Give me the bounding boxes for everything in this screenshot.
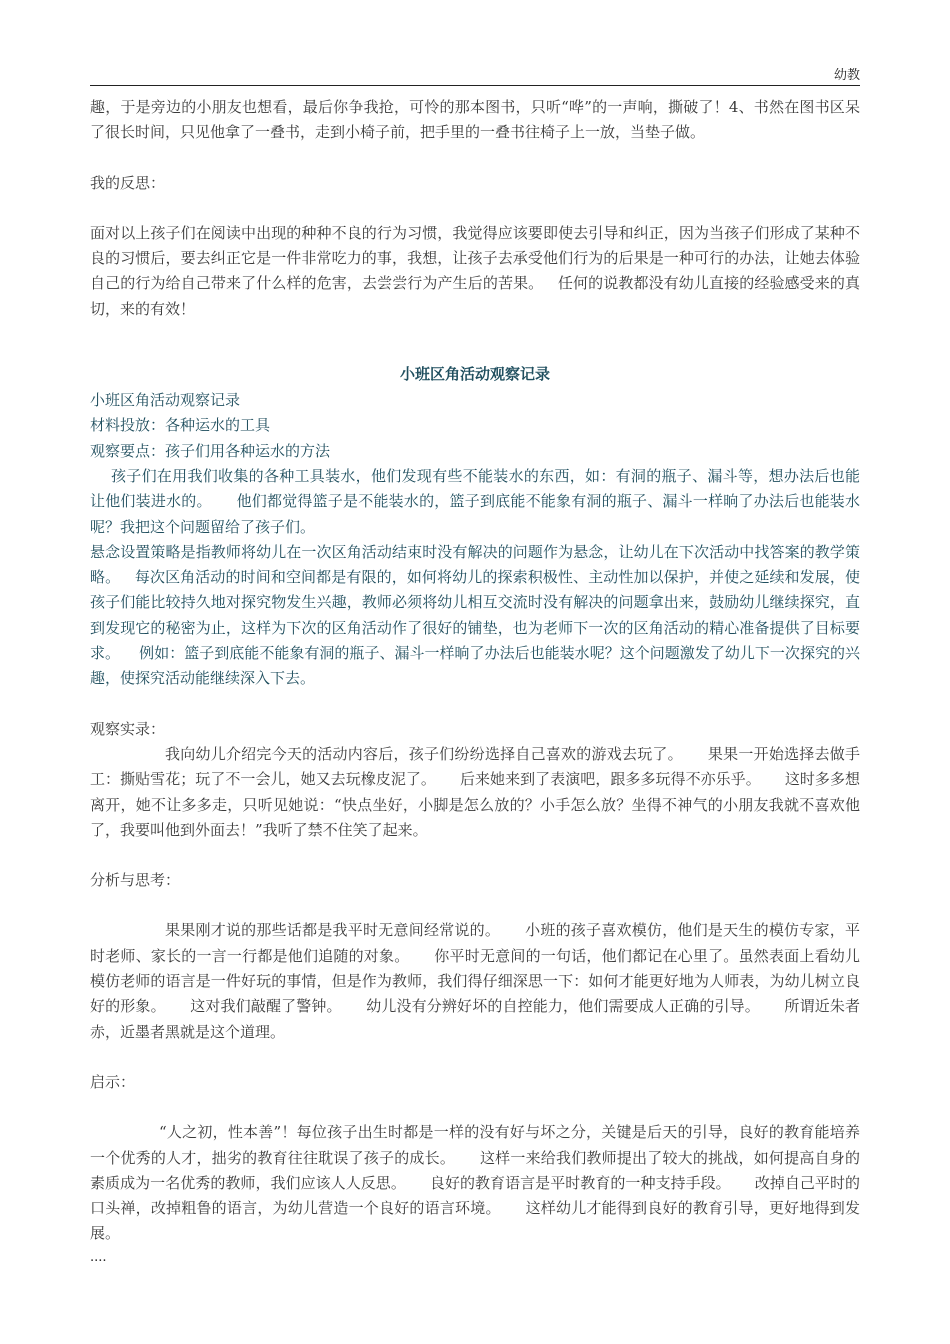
header-label: 幼教 <box>833 68 860 83</box>
reflection-body: 面对以上孩子们在阅读中出现的种种不良的行为习惯，我觉得应该要即使去引导和纠正，因为当孩子们形成了某种不良的习惯后，要去纠正它是一件非常吃力的事，我想，让孩子去承受他们行为的后果是一种可行的办法，让她去体验自己的行为给自己带来了什么样的危害，去尝尝行为产生后的苦果。 任何的说教都没有幼儿直接的经验感受来的真切，来的有效！ <box>90 223 860 318</box>
insight-heading: 启示： <box>90 1072 136 1091</box>
reflection-heading: 我的反思： <box>90 173 166 192</box>
page-footer-ellipsis: .... <box>90 1250 107 1265</box>
analysis-body: 果果刚才说的那些话都是我平时无意间经常说的。 小班的孩子喜欢模仿，他们是天生的模仿专家，平时老师、家长的一言一行都是他们追随的对象。 你平时无意间的一句话，他们都记在心里了。虽然表面上看幼儿模仿老师的语言是一件好玩的事情，但是作为教师，我们得仔细深思一下：如何才能更好地为人师表，为幼儿树立良好的形象。 这对我们敲醒了警钟。 幼儿没有分辨好坏的自控能力，他们需要成人正确的引导。 所谓近朱者赤，近墨者黑就是这个道理。 <box>90 921 860 1041</box>
activity-paragraph: 孩子们在用我们收集的各种工具装水，他们发现有些不能装水的东西，如：有洞的瓶子、漏斗等，想办法后也能让他们装进水的。 他们都觉得篮子是不能装水的，篮子到底能不能象有洞的瓶子、漏斗一样晌了办法后也能装水呢？我把这个问题留给了孩子们。 <box>90 466 860 536</box>
document-body <box>90 95 860 1247</box>
story-paragraph: 趣，于是旁边的小朋友也想看，最后你争我抢，可怜的那本图书，只听“哗”的一声响，撕破了！4、书然在图书区呆了很长时间，只见他拿了一叠书，走到小椅子前，把手里的一叠书往椅子上一放，当垫子做。 <box>90 98 860 142</box>
observation-focus-line: 观察要点：孩子们用各种运水的方法 <box>90 441 331 460</box>
section-title: 小班区角活动观察记录 <box>399 365 550 384</box>
analysis-heading: 分析与思考： <box>90 871 181 890</box>
materials-line: 材料投放：各种运水的工具 <box>90 416 271 435</box>
page-header <box>90 60 860 86</box>
observation-heading: 观察实录： <box>90 719 166 738</box>
insight-body: “人之初，性本善”！每位孩子出生时都是一样的没有好与坏之分，关键是后天的引导，良好的教育能培养一个优秀的人才，拙劣的教育往往耽误了孩子的成长。 这样一来给我们教师提出了较大的挑战，如何提高自身的素质成为一名优秀的教师，我们应该人人反思。 良好的教育语言是平时教育的一种支持手段。 改掉自己平时的口头禅，改掉粗鲁的语言，为幼儿营造一个良好的语言环境。 这样幼儿才能得到良好的教育引导，更好地得到发展。 <box>90 1123 860 1243</box>
record-subtitle: 小班区角活动观察记录 <box>90 391 241 410</box>
observation-body: 我向幼儿介绍完今天的活动内容后，孩子们纷纷选择自己喜欢的游戏去玩了。 果果一开始选择去做手工：撕贴雪花；玩了不一会儿，她又去玩橡皮泥了。 后来她来到了表演吧，跟多多玩得不亦乐乎。 这时多多想离开，她不让多多走，只听见她说：“快点坐好，小脚是怎么放的？小手怎么放？坐得不神气的小朋友我就不喜欢他了，我要叫他到外面去！”我听了禁不住笑了起来。 <box>90 744 860 839</box>
strategy-paragraph: 悬念设置策略是指教师将幼儿在一次区角活动结束时没有解决的问题作为悬念，让幼儿在下次活动中找答案的教学策略。 每次区角活动的时间和空间都是有限的，如何将幼儿的探索积极性、主动性加以保护，并使之延续和发展，使孩子们能比较持久地对探究物发生兴趣，教师必须将幼儿相互交流时没有解决的问题拿出来，鼓励幼儿继续探究，直到发现它的秘密为止，这样为下次的区角活动作了很好的铺垫，也为老师下一次的区角活动的精心准备提供了目标要求。 例如：篮子到底能不能象有洞的瓶子、漏斗一样晌了办法后也能装水呢？这个问题激发了幼儿下一次探究的兴趣，使探究活动能继续深入下去。 <box>90 542 860 688</box>
